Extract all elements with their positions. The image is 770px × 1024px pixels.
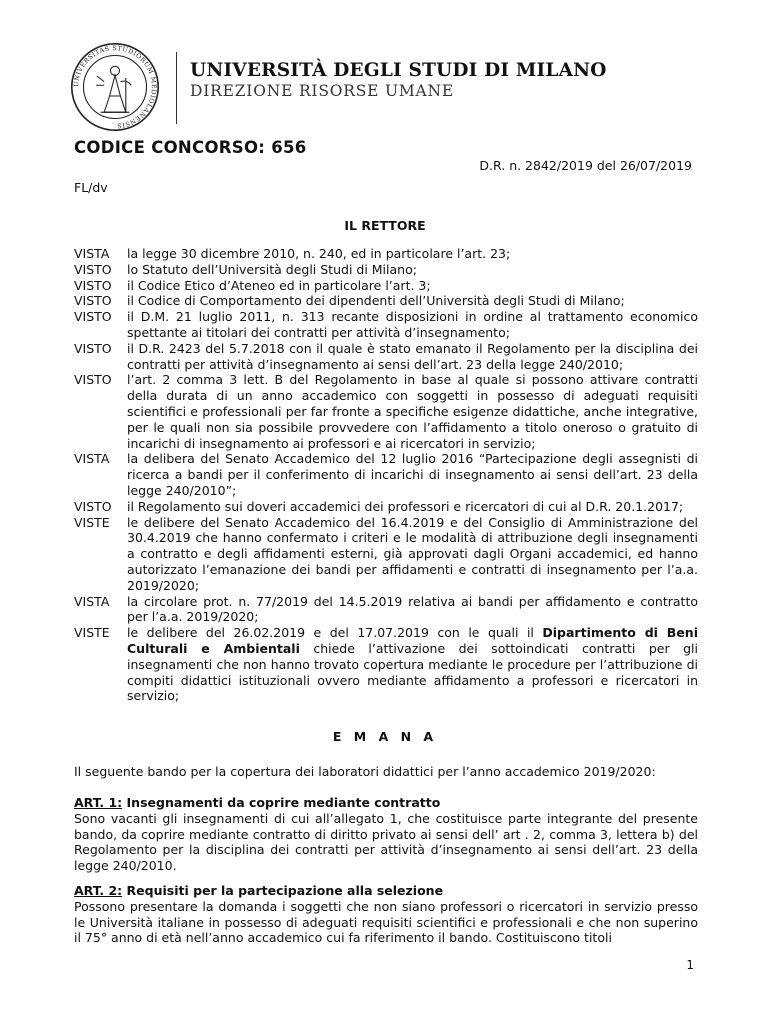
recital-item — [74, 499, 698, 515]
recital-key: VISTO — [74, 293, 112, 309]
seal-text: UNIVERSITAS STUDIORUM MEDIOLANENSIS — [72, 45, 157, 129]
svg-text:UNIVERSITAS STUDIORUM MEDIOLAN — [73, 45, 157, 129]
recital-text: lo Statuto dell’Università degli Studi di Milano; — [127, 261, 417, 277]
recital-text: il Codice di Comportamento dei dipendenti dell’Università degli Studi di Milano; — [127, 293, 625, 309]
article-body: Sono vacanti gli insegnamenti di cui all’allegato 1, che costituisce parte integrante del presente bando, da coprire mediante contratto di diritto privato ai sensi dell’ art . 2, comma 3, lettera b) del Regolamento per la disciplina dei contratti per attività d’insegnamento ai sensi dell’art. 23 della legge 240/2010. — [74, 810, 698, 874]
article-1 — [74, 795, 698, 874]
competition-code: CODICE CONCORSO: 656 — [74, 138, 307, 157]
header-divider — [176, 52, 177, 124]
recital-text: il D.M. 21 luglio 2011, n. 313 recante disposizioni in ordine al trattamento economico spettante ai titolari dei contratti per attività d’insegnamento; — [127, 309, 698, 340]
recital-text: la legge 30 dicembre 2010, n. 240, ed in particolare l’art. 23; — [127, 246, 511, 261]
article-number: ART. 2: — [74, 883, 123, 898]
recital-item — [74, 262, 698, 278]
recital-item — [74, 372, 698, 451]
recital-item — [74, 246, 698, 262]
article-2 — [74, 883, 698, 946]
recital-key: VISTA — [74, 593, 110, 609]
recital-text-start: le delibere del 26.02.2019 e del 17.07.2019 con le quali il — [127, 625, 543, 641]
recital-text: l’art. 2 comma 3 lett. B del Regolamento in base al quale si possono attivare contratti della durata di un anno accademico con soggetti in possesso di adeguati requisiti scientifici e professionali per far fronte a specifiche esigenze didattiche, anche integrative, per le quali non sia possibile provvedere con l’affidamento a titolo oneroso o gratuito di incarichi di insegnamento ai professori e ai ricercatori in servizio; — [127, 372, 698, 451]
recital-item — [74, 341, 698, 373]
emana-heading: E M A N A — [332, 729, 438, 744]
article-body: Possono presentare la domanda i soggetti che non siano professori o ricercatori in servizio presso le Università italiane in possesso di adeguati requisiti scientifici e professionali e che non superino il 75° anno di età nell’anno accademico cui fa riferimento il bando. Costituiscono titoli — [74, 898, 698, 946]
recital-key: VISTO — [74, 261, 112, 277]
article-title: Requisiti per la partecipazione alla selezione — [122, 883, 444, 898]
recital-key: VISTO — [74, 372, 112, 388]
recital-key: VISTO — [74, 309, 112, 325]
recital-text: la delibera del Senato Accademico del 12 luglio 2016 “Partecipazione degli assegnisti di ricerca a bandi per il conferimento di incarichi di insegnamento ai sensi dell’art. 23 della legge 240/2010”; — [127, 451, 698, 498]
recital-item — [74, 451, 698, 498]
recital-text: il D.R. 2423 del 5.7.2018 con il quale è stato emanato il Regolamento per la disciplina dei contratti per attività d’insegnamento ai sensi dell’art. 23 della legge 240/2010; — [127, 340, 698, 372]
university-seal-logo — [70, 42, 160, 132]
recital-item — [74, 515, 698, 594]
article-heading — [74, 795, 698, 811]
recital-item-last — [74, 625, 698, 704]
recital-key: VISTA — [74, 246, 110, 261]
recital-text: il Codice Etico d’Ateneo ed in particolare l’art. 3; — [127, 277, 431, 293]
recital-key: VISTO — [74, 498, 112, 514]
recital-key: VISTE — [74, 625, 110, 641]
recital-item — [74, 594, 698, 626]
recital-text: le delibere del Senato Accademico del 16.4.2019 e del Consiglio di Amministrazione del 30.4.2019 che hanno confermato i criteri e le modalità di attribuzione degli insegnamenti a contratto e degli affidamenti esterni, già approvati dagli Organi accademici, ed hanno autorizzato l’emanazione dei bandi per affidamenti e contratti di insegnamento per l’a.a. 2019/2020; — [127, 514, 698, 593]
recital-text — [127, 625, 698, 704]
recitals-list — [74, 246, 698, 704]
department-name-bold: Dipartimento di Beni Culturali e Ambientali — [127, 625, 698, 656]
recital-key: VISTO — [74, 277, 112, 293]
recital-text: il Regolamento sui doveri accademici dei professori e ricercatori di cui al D.R. 20.1.2017; — [127, 498, 684, 514]
decree-reference: D.R. n. 2842/2019 del 26/07/2019 — [479, 158, 692, 173]
recital-key: VISTE — [74, 514, 110, 530]
recital-key: VISTO — [74, 340, 112, 356]
recital-item — [74, 309, 698, 341]
intro-text: Il seguente bando per la copertura dei laboratori didattici per l’anno accademico 2019/2020: — [74, 764, 656, 779]
article-title: Insegnamenti da coprire mediante contratto — [122, 795, 441, 810]
university-name: UNIVERSITÀ DEGLI STUDI DI MILANO — [190, 60, 607, 81]
recital-item — [74, 293, 698, 309]
department-name: DIREZIONE RISORSE UMANE — [190, 82, 454, 100]
page-number: 1 — [686, 958, 694, 972]
recital-text: la circolare prot. n. 77/2019 del 14.5.2019 relativa ai bandi per affidamento e contratto per l’a.a. 2019/2020; — [127, 593, 698, 625]
rettore-heading: IL RETTORE — [344, 218, 426, 233]
article-heading — [74, 883, 698, 899]
recital-item — [74, 278, 698, 294]
recital-key: VISTA — [74, 451, 110, 467]
recital-text-end: chiede l’attivazione dei sottoindicati contratti per gli insegnamenti che non hanno trovato copertura mediante le procedure per l’attribuzione di compiti didattici istituzionali ovvero mediante affidamento a professori e ricercatori in servizio; — [127, 640, 698, 704]
article-number: ART. 1: — [74, 795, 123, 810]
author-initials: FL/dv — [74, 180, 108, 195]
